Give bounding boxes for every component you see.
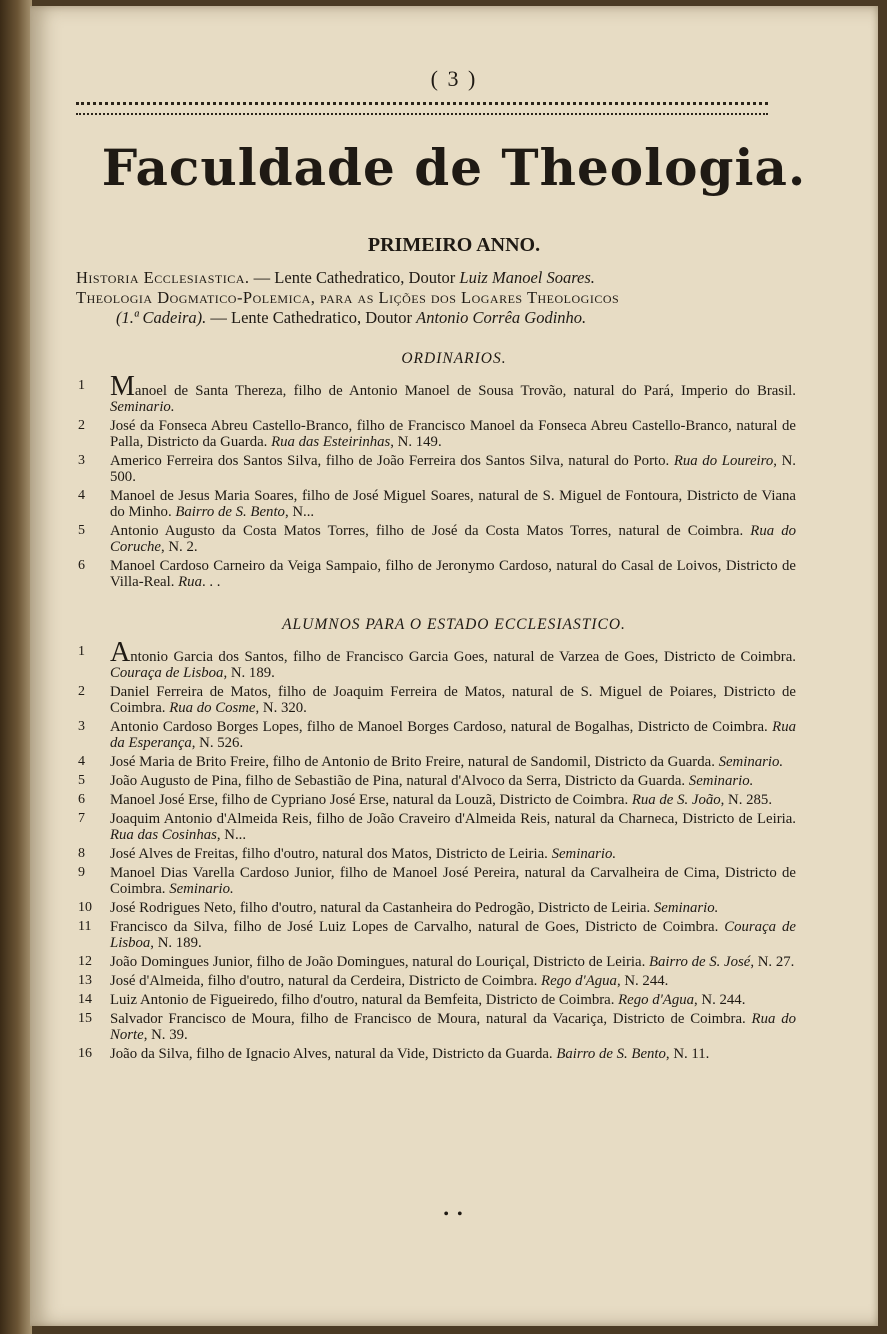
entry-address: Seminario. bbox=[551, 846, 617, 862]
book-spine bbox=[0, 0, 32, 1334]
entry-text bbox=[110, 1046, 796, 1062]
entry-description: Manoel Cardoso Carneiro da Veiga Sampaio, filho de Jeronymo Cardoso, natural do Casal de Loivos, Districto de Villa-Real. bbox=[110, 558, 796, 590]
entry-number: 4 bbox=[78, 754, 85, 769]
lecturer-role: — Lente Cathedratico, Doutor bbox=[206, 308, 417, 327]
entry-address: Rego d'Agua bbox=[618, 992, 695, 1008]
lecturer-role: — Lente Cathedratico, Doutor bbox=[249, 268, 460, 287]
list-item bbox=[78, 719, 796, 751]
entry-house-number: , N. 11. bbox=[665, 1046, 710, 1062]
list-item bbox=[78, 684, 796, 716]
entry-description: João Domingues Junior, filho de João Domingues, natural do Louriçal, Districto de Leiria. bbox=[110, 954, 649, 970]
entry-description: Manoel de Jesus Maria Soares, filho de José Miguel Soares, natural de S. Miguel de Fontoura, Districto de Viana do Minho. bbox=[110, 488, 796, 520]
entry-house-number: , N. 500. bbox=[110, 453, 796, 485]
section-heading-alumnos: ALUMNOS PARA O ESTADO ECCLESIASTICO. bbox=[282, 616, 626, 633]
entry-number: 9 bbox=[78, 865, 85, 880]
page-number: ( 3 ) bbox=[430, 66, 478, 91]
entry-description: Luiz Antonio de Figueiredo, filho d'outro, natural da Bemfeita, Districto de Coimbra. bbox=[110, 992, 619, 1008]
entry-text bbox=[110, 973, 796, 989]
entry-address: Bairro de S. Bento bbox=[175, 504, 285, 520]
entry-text bbox=[110, 900, 796, 916]
entry-description: João da Silva, filho de Ignacio Alves, natural da Vide, Districto da Guarda. bbox=[110, 1046, 557, 1062]
list-item bbox=[78, 792, 796, 808]
entry-description: Americo Ferreira dos Santos Silva, filho de João Ferreira dos Santos Silva, natural do Porto. bbox=[110, 453, 674, 469]
entry-text bbox=[110, 773, 796, 789]
entry-text bbox=[110, 1011, 796, 1043]
entry-address: Seminario. bbox=[169, 881, 234, 897]
entry-house-number: , N. 244. bbox=[616, 973, 669, 989]
entry-text bbox=[110, 453, 796, 485]
entry-text bbox=[110, 846, 796, 862]
list-item bbox=[78, 992, 796, 1008]
entry-text bbox=[110, 637, 796, 681]
entry-house-number: , N. 189. bbox=[150, 935, 202, 951]
lecturer-name: Luiz Manoel Soares. bbox=[459, 268, 595, 287]
entry-number: 1 bbox=[78, 644, 85, 659]
course-name: Theologia Dogmatico-Polemica, para as Lições dos Logares Theologicos bbox=[76, 288, 620, 307]
course-name: Historia Ecclesiastica. bbox=[76, 268, 250, 287]
entry-text bbox=[110, 719, 796, 751]
list-item bbox=[78, 558, 796, 590]
drop-capital: M bbox=[110, 371, 135, 402]
lecturer-name: Antonio Corrêa Godinho. bbox=[416, 308, 587, 327]
list-item bbox=[78, 488, 796, 520]
entry-description: José Alves de Freitas, filho d'outro, natural dos Matos, Districto de Leiria. bbox=[110, 846, 552, 862]
lecturer-line-2 bbox=[76, 288, 798, 308]
entry-address: Rua do Cosme bbox=[169, 700, 256, 716]
entry-house-number: . . . bbox=[201, 574, 221, 590]
ordinarios-list bbox=[78, 371, 796, 593]
lecturer-line-1 bbox=[76, 268, 798, 288]
lecturers-block bbox=[76, 268, 798, 328]
entry-description: José da Fonseca Abreu Castello-Branco, filho de Francisco Manoel da Fonseca Abreu Castello-Branco, natural de Palla, Districto da Guarda. bbox=[110, 418, 796, 450]
entry-number: 16 bbox=[78, 1046, 92, 1061]
list-item bbox=[78, 973, 796, 989]
list-item bbox=[78, 637, 796, 681]
entry-address: Seminario. bbox=[110, 399, 175, 415]
entry-address: Rua das Esteirinhas bbox=[271, 434, 391, 450]
list-item bbox=[78, 846, 796, 862]
list-item bbox=[78, 811, 796, 843]
entry-text bbox=[110, 488, 796, 520]
entry-text bbox=[110, 523, 796, 555]
entry-house-number: , N... bbox=[216, 827, 247, 843]
entry-address: Couraça de Lisboa bbox=[110, 919, 796, 951]
list-item bbox=[78, 954, 796, 970]
list-item bbox=[78, 453, 796, 485]
year-heading: PRIMEIRO ANNO. bbox=[367, 234, 541, 256]
entry-house-number: , N. 189. bbox=[223, 665, 275, 681]
list-item bbox=[78, 865, 796, 897]
entry-description: Daniel Ferreira de Matos, filho de Joaquim Ferreira de Matos, natural de S. Miguel de Poiares, Districto de Coimbra. bbox=[110, 684, 796, 716]
entry-number: 6 bbox=[78, 558, 85, 573]
entry-number: 7 bbox=[78, 811, 85, 826]
entry-description: Salvador Francisco de Moura, filho de Francisco de Moura, natural da Vacariça, Districto de Coimbra. bbox=[110, 1011, 752, 1027]
entry-address: Seminario. bbox=[653, 900, 719, 916]
entry-description: Francisco da Silva, filho de José Luiz Lopes de Carvalho, natural de Goes, Districto de Coimbra. bbox=[110, 919, 725, 935]
entry-house-number: , N. 526. bbox=[191, 735, 244, 751]
entry-text bbox=[110, 418, 796, 450]
entry-number: 1 bbox=[78, 378, 85, 393]
entry-address: Seminario. bbox=[688, 773, 754, 789]
entry-number: 6 bbox=[78, 792, 85, 807]
entry-address: Couraça de Lisboa bbox=[110, 665, 224, 681]
entry-address: Rua das Cosinhas bbox=[110, 827, 217, 843]
entry-address: Seminario. bbox=[718, 754, 784, 770]
entry-number: 2 bbox=[78, 418, 85, 433]
entry-number: 5 bbox=[78, 523, 85, 538]
entry-number: 5 bbox=[78, 773, 85, 788]
entry-house-number: , N. 27. bbox=[750, 954, 795, 970]
entry-number: 14 bbox=[78, 992, 92, 1007]
entry-text bbox=[110, 919, 796, 951]
footer-mark: • • bbox=[443, 1206, 465, 1223]
entry-description: Manoel de Santa Thereza, filho de Antonio Manoel de Sousa Trovão, natural do Pará, Imperio do Brasil. bbox=[110, 371, 796, 402]
entry-number: 10 bbox=[78, 900, 92, 915]
list-item bbox=[78, 900, 796, 916]
entry-description: Antonio Garcia dos Santos, filho de Francisco Garcia Goes, natural de Varzea de Goes, Districto de Coimbra. bbox=[110, 637, 796, 668]
list-item bbox=[78, 418, 796, 450]
entry-number: 8 bbox=[78, 846, 85, 861]
list-item bbox=[78, 773, 796, 789]
entry-house-number: , N. 285. bbox=[720, 792, 773, 808]
entry-address: Rua do Norte bbox=[110, 1011, 796, 1043]
list-item bbox=[78, 371, 796, 415]
entry-address: Rua bbox=[178, 574, 202, 590]
entry-address: Rua do Coruche bbox=[110, 523, 796, 555]
entry-house-number: , N. 320. bbox=[255, 700, 307, 716]
entry-address: Rego d'Agua bbox=[541, 973, 617, 989]
entry-text bbox=[110, 754, 796, 770]
entry-description: José Rodrigues Neto, filho d'outro, natural da Castanheira do Pedrogão, Districto de Leiria. bbox=[110, 900, 654, 916]
entry-description: Manoel José Erse, filho de Cypriano José Erse, natural da Louzã, Districto de Coimbra. bbox=[110, 792, 632, 808]
drop-capital: A bbox=[110, 637, 131, 668]
entry-number: 3 bbox=[78, 719, 85, 734]
section-heading-ordinarios: ORDINARIOS. bbox=[401, 350, 507, 367]
entry-address: Bairro de S. José bbox=[648, 954, 751, 970]
entry-number: 4 bbox=[78, 488, 85, 503]
entry-house-number: , N. 39. bbox=[143, 1027, 188, 1043]
entry-description: João Augusto de Pina, filho de Sebastião de Pina, natural d'Alvoco da Serra, Districto da Guarda. bbox=[110, 773, 689, 789]
entry-description: Manoel Dias Varella Cardoso Junior, filho de Manoel José Pereira, natural da Carvalheira de Cima, Districto de Coimbra. bbox=[110, 865, 796, 897]
entry-number: 2 bbox=[78, 684, 85, 699]
lecturer-line-3 bbox=[76, 308, 798, 328]
entry-text bbox=[110, 558, 796, 590]
entry-number: 12 bbox=[78, 954, 92, 969]
entry-text bbox=[110, 684, 796, 716]
entry-number: 3 bbox=[78, 453, 85, 468]
entry-text bbox=[110, 811, 796, 843]
entry-text bbox=[110, 992, 796, 1008]
entry-house-number: , N. 2. bbox=[160, 539, 198, 555]
entry-text bbox=[110, 954, 796, 970]
page-title: Faculdade de Theologia. bbox=[101, 138, 807, 197]
ornamental-rule bbox=[76, 102, 768, 115]
entry-description: José d'Almeida, filho d'outro, natural da Cerdeira, Districto de Coimbra. bbox=[110, 973, 542, 989]
list-item bbox=[78, 1046, 796, 1062]
entry-house-number: , N. 244. bbox=[694, 992, 746, 1008]
list-item bbox=[78, 523, 796, 555]
entry-text bbox=[110, 865, 796, 897]
entry-address: Bairro de S. Bento bbox=[556, 1046, 666, 1062]
list-item bbox=[78, 919, 796, 951]
entry-number: 11 bbox=[78, 919, 92, 934]
entry-number: 13 bbox=[78, 973, 92, 988]
list-item bbox=[78, 754, 796, 770]
entry-house-number: , N... bbox=[284, 504, 315, 520]
entry-number: 15 bbox=[78, 1011, 92, 1026]
entry-text bbox=[110, 792, 796, 808]
entry-text bbox=[110, 371, 796, 415]
entry-description: Joaquim Antonio d'Almeida Reis, filho de João Craveiro d'Almeida Reis, natural da Charneca, Districto de Leiria. bbox=[110, 811, 796, 827]
entry-description: Antonio Augusto da Costa Matos Torres, filho de José da Costa Matos Torres, natural de Coimbra. bbox=[110, 523, 751, 539]
alumnos-list bbox=[78, 637, 796, 1065]
entry-address: Rua de S. João bbox=[631, 792, 721, 808]
entry-address: Rua do Loureiro bbox=[673, 453, 774, 469]
list-item bbox=[78, 1011, 796, 1043]
document-page bbox=[30, 6, 878, 1326]
entry-house-number: , N. 149. bbox=[390, 434, 442, 450]
chair-label: (1.ª Cadeira). bbox=[116, 308, 207, 327]
entry-description: Antonio Cardoso Borges Lopes, filho de Manoel Borges Cardoso, natural de Bogalhas, Districto de Coimbra. bbox=[110, 719, 773, 735]
entry-description: José Maria de Brito Freire, filho de Antonio de Brito Freire, natural de Sandomil, Districto da Guarda. bbox=[110, 754, 719, 770]
entry-address: Rua da Esperança bbox=[110, 719, 796, 751]
